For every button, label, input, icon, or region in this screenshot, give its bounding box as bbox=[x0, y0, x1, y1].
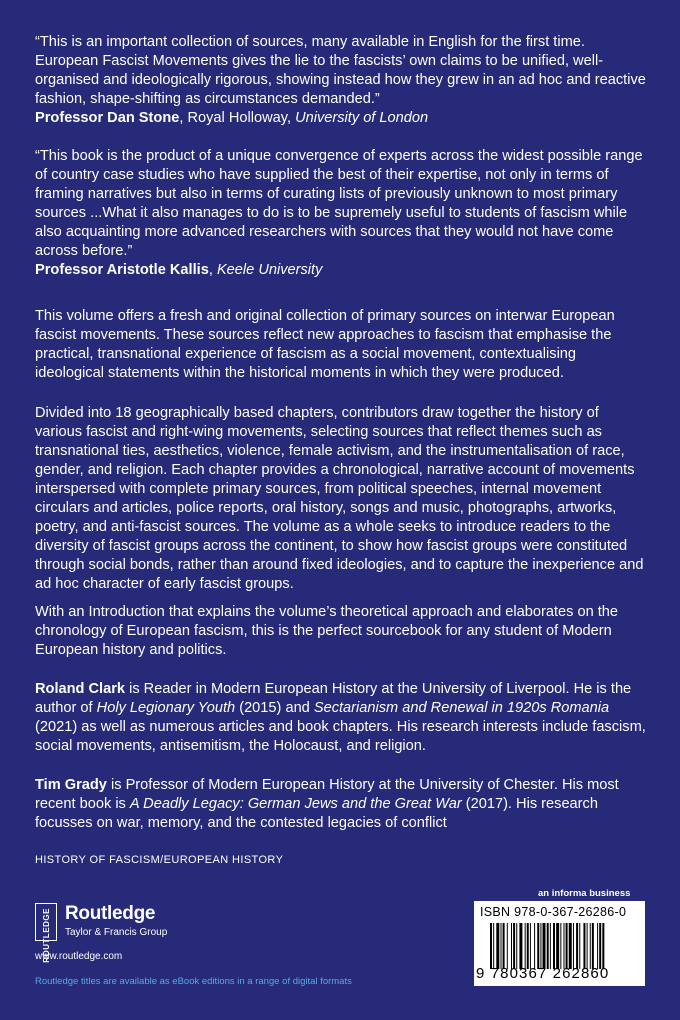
bio-text: (2021) as well as numerous articles and book chapters. His research interests include fascism, social movements, antisemitism, the Holocaust, and religion. bbox=[35, 719, 646, 754]
endorsement-quote: “This is an important collection of sources, many available in English for the first time. European Fascist Movements gives the lie to the fascists’ own claims to be unified, well-organised and ideologically rigorous, showing instead how they grew in an ad hoc and reactive fashion, shape-shifting as circumstances demanded.” bbox=[35, 34, 646, 107]
barcode-bar bbox=[573, 923, 574, 969]
publisher-website[interactable]: www.routledge.com bbox=[35, 951, 123, 962]
publisher-name: Routledge bbox=[65, 903, 156, 924]
barcode-bar bbox=[525, 923, 526, 969]
barcode-bar bbox=[547, 923, 549, 969]
description-paragraph-2 bbox=[35, 404, 647, 594]
barcode-bar bbox=[527, 923, 529, 969]
book-title: Holy Legionary Youth bbox=[96, 700, 236, 716]
endorser-university: Keele University bbox=[216, 262, 323, 278]
endorser-university: University of London bbox=[295, 110, 429, 126]
barcode-bar bbox=[602, 923, 604, 969]
barcode-bar bbox=[530, 923, 531, 969]
author-name: Roland Clark bbox=[35, 681, 126, 697]
bio-text: is Reader in Modern European History at the University of Liverpool. He is the author of bbox=[35, 681, 632, 716]
routledge-mark-icon: ROUTLEDGE bbox=[35, 903, 57, 941]
barcode-bar bbox=[493, 923, 494, 969]
barcode-bar bbox=[550, 923, 551, 969]
book-title: Sectarianism and Renewal in 1920s Romania bbox=[313, 700, 610, 716]
book-title: A Deadly Legacy: German Jews and the Great War bbox=[129, 796, 462, 812]
author-name: Tim Grady bbox=[35, 777, 107, 793]
endorser-name: Professor Dan Stone bbox=[35, 110, 180, 126]
barcode-bar bbox=[592, 923, 594, 969]
bio-text: (2017). His research focusses on war, memory, and the contested legacies of conflict bbox=[35, 796, 598, 831]
endorsement-quote: “This book is the product of a unique convergence of experts across the widest possible range of country case studies who have supplied the best of their expertise, not only in terms of framing narratives but also in terms of curating lists of previously unknown to most primary sources ...What it also manages to do is to be supremely useful to students of fascism while also acquainting more advanced researchers with sources that they would not have come across before.” bbox=[35, 148, 643, 259]
barcode-bar bbox=[556, 923, 559, 969]
barcode-bar bbox=[511, 923, 512, 969]
barcode-bar bbox=[534, 923, 535, 969]
isbn-barcode bbox=[474, 901, 645, 986]
bio-text: (2015) and bbox=[235, 700, 314, 716]
barcode-bar bbox=[579, 923, 580, 969]
endorser-affiliation: , bbox=[208, 262, 217, 278]
barcode-bar bbox=[490, 923, 492, 969]
isbn-text: ISBN 978-0-367-26286-0 bbox=[480, 905, 627, 919]
author-bio-clark bbox=[35, 680, 647, 756]
endorser-affiliation: , Royal Holloway, bbox=[179, 110, 296, 126]
subject-category: HISTORY OF FASCISM/EUROPEAN HISTORY bbox=[35, 854, 284, 866]
endorsement-attribution bbox=[35, 261, 647, 280]
description-text: Divided into 18 geographically based chapters, contributors draw together the history of various fascist and right-wing movements, selecting sources that reflect themes such as transnational ties, aesthetics, violence, female activism, and the instrumentalisation of race, gender, and religion. Each chapter provides a chronological, narrative account of movements interspersed with complete primary sources, from political speeches, internal movement circulars and articles, police reports, oral history, songs and music, photographs, artworks, poetry, and anti-fascist sources. The volume as a whole seeks to introduce readers to the diversity of fascist groups across the continent, to show how fascist groups were constituted through social bonds, rather than around fixed ideologies, and to capture the inexperience and ad hoc character of early fascist groups. bbox=[35, 405, 644, 592]
endorsement-kallis bbox=[35, 147, 647, 280]
barcode-bar bbox=[537, 923, 539, 969]
barcode-bar bbox=[560, 923, 561, 969]
barcode-bar bbox=[576, 923, 578, 969]
publisher-group: Taylor & Francis Group bbox=[65, 927, 168, 938]
description-text: This volume offers a fresh and original collection of primary sources on interwar European fascist movements. These sources reflect new approaches to fascism that emphasise the practical, transnational experience of fascism as a social movement, contextualising ideological statements within the historical moments in which they were produced. bbox=[35, 308, 615, 381]
barcode-bar bbox=[597, 923, 598, 969]
barcode-bar bbox=[566, 923, 568, 969]
endorsement-stone bbox=[35, 33, 647, 128]
barcode-bar bbox=[507, 923, 508, 969]
barcode-bar bbox=[501, 923, 502, 969]
barcode-bar bbox=[587, 923, 588, 969]
endorser-name: Professor Aristotle Kallis bbox=[35, 262, 209, 278]
barcode-bar bbox=[503, 923, 505, 969]
barcode-bar bbox=[553, 923, 555, 969]
author-bio-grady bbox=[35, 776, 647, 833]
barcode-digits: 9 780367 262860 bbox=[476, 965, 610, 982]
barcode-bar bbox=[513, 923, 515, 969]
barcode-bar bbox=[564, 923, 565, 969]
barcode-bar bbox=[543, 923, 546, 969]
barcode-bar bbox=[496, 923, 499, 969]
ebook-note: Routledge titles are available as eBook editions in a range of digital formats bbox=[35, 976, 352, 987]
barcode-bar bbox=[569, 923, 572, 969]
barcode-bar bbox=[540, 923, 541, 969]
barcode-bars bbox=[490, 923, 640, 969]
description-paragraph-3 bbox=[35, 603, 647, 660]
barcode-bar bbox=[516, 923, 517, 969]
barcode-bar bbox=[583, 923, 585, 969]
barcode-bar bbox=[519, 923, 522, 969]
endorsement-attribution bbox=[35, 109, 647, 128]
informa-tagline: an informa business bbox=[538, 888, 631, 899]
barcode-bar bbox=[599, 923, 601, 969]
description-text: With an Introduction that explains the volume’s theoretical approach and elaborates on the chronology of European fascism, this is the perfect sourcebook for any student of Modern European history and politics. bbox=[35, 604, 619, 658]
description-paragraph-1 bbox=[35, 307, 647, 383]
barcode-bar bbox=[590, 923, 591, 969]
bio-text: is Professor of Modern European History at the University of Chester. His most recent book is bbox=[35, 777, 619, 812]
